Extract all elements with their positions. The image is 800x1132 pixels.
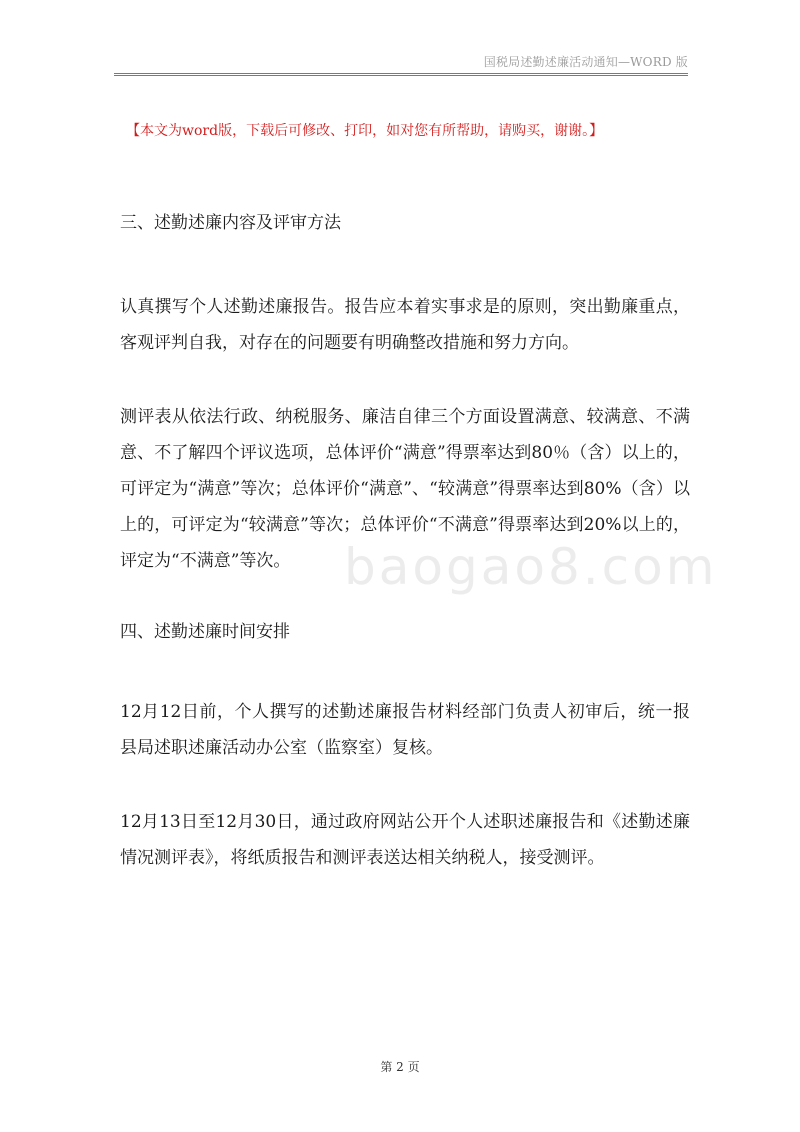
section-3-paragraph-2: 测评表从依法行政、纳税服务、廉洁自律三个方面设置满意、较满意、不满意、不了解四个评议选项，总体评价“满意”得票率达到80％（含）以上的，可评定为“满意”等次；总体评价“满意”、“较满意”得票率达到80%（含）以上的，可评定为“较满意”等次；总体评价“不满意”得票率达到20%以上的，评定为“不满意”等次。 xyxy=(120,407,690,571)
document-header-title: 国税局述勤述廉活动通知—WORD 版 xyxy=(483,55,688,69)
section-3-paragraph-1: 认真撰写个人述勤述廉报告。报告应本着实事求是的原则，突出勤廉重点，客观评判自我，对存在的问题要有明确整改措施和努力方向。 xyxy=(120,297,690,353)
section-3-heading: 三、述勤述廉内容及评审方法 xyxy=(120,213,341,233)
purchase-notice: 【本文为word版，下载后可修改、打印，如对您有所帮助，请购买，谢谢。】 xyxy=(126,123,604,139)
section-4-paragraph-2: 12月13日至12月30日，通过政府网站公开个人述职述廉报告和《述勤述廉情况测评表》，将纸质报告和测评表送达相关纳税人，接受测评。 xyxy=(120,812,690,868)
section-4-paragraph-1: 12月12日前，个人撰写的述勤述廉报告材料经部门负责人初审后，统一报县局述职述廉活动办公室（监察室）复核。 xyxy=(120,702,690,758)
document-body xyxy=(120,208,690,876)
header-divider xyxy=(114,73,688,76)
page-number: 第 2 页 xyxy=(380,1060,420,1074)
section-4-heading: 四、述勤述廉时间安排 xyxy=(120,622,290,642)
watermark: baogao8.com xyxy=(344,538,718,596)
